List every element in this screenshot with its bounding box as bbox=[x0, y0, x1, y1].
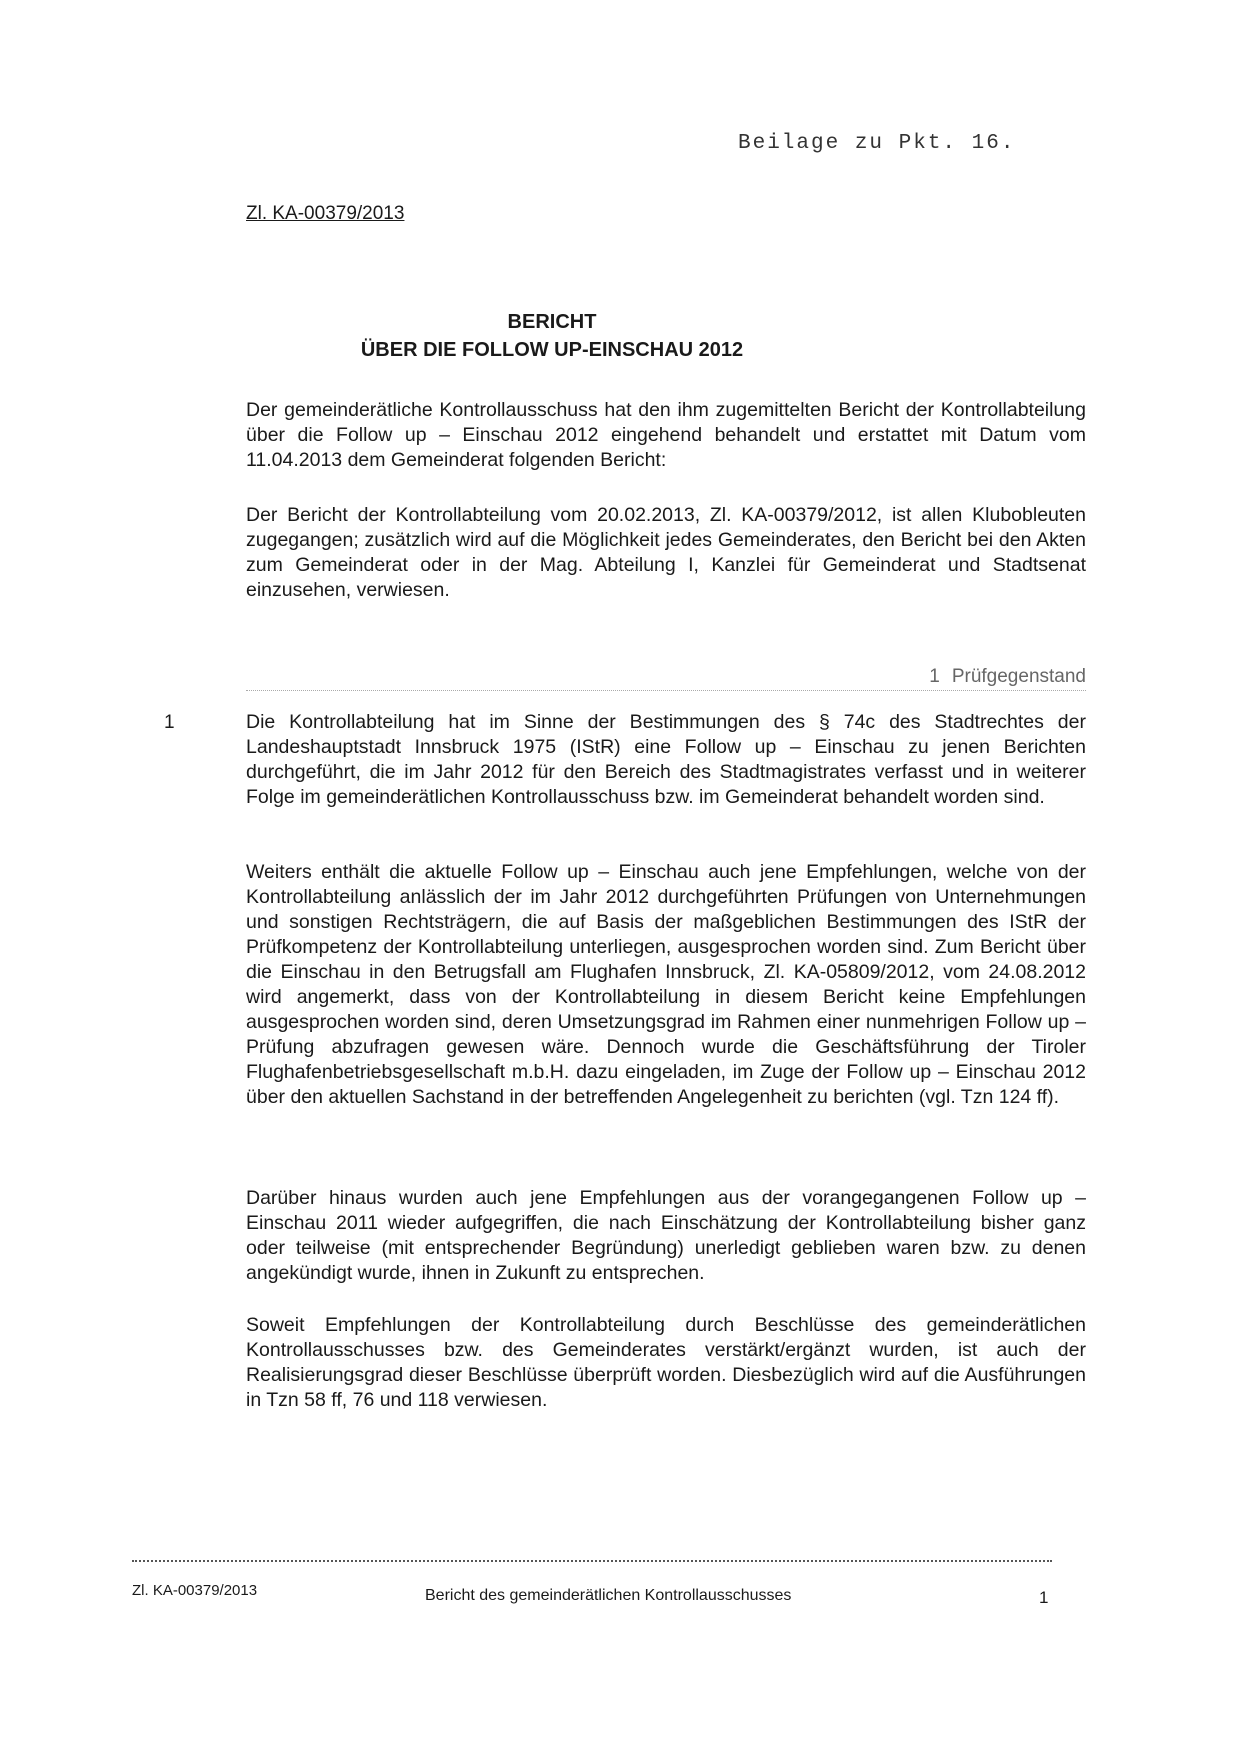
footer-divider bbox=[132, 1560, 1052, 1562]
reference-number: Zl. KA-00379/2013 bbox=[246, 203, 405, 224]
title-line-2: ÜBER DIE FOLLOW UP-EINSCHAU 2012 bbox=[360, 339, 744, 361]
section-title: Prüfgegenstand bbox=[951, 666, 1086, 687]
section-number: 1 bbox=[929, 666, 940, 687]
section-divider bbox=[246, 690, 1086, 691]
section-paragraph-4: Soweit Empfehlungen der Kontrollabteilung durch Beschlüsse des gemeinderätlichen Kontrollausschusses bzw. des Gemeinderates verstärkt/ergänzt wurden, ist auch der Realisierungsgrad dieser Beschlüsse überprüft worden. Diesbezüglich wird auf die Ausführungen in Tzn 58 ff, 76 und 118 verwiesen. bbox=[246, 1314, 1086, 1411]
section-heading bbox=[929, 666, 1086, 688]
intro-paragraph-2: Der Bericht der Kontrollabteilung vom 20.02.2013, Zl. KA-00379/2012, ist allen Klubobleuten zugegangen; zusätzlich wird auf die Möglichkeit jedes Gemeinderates, den Bericht bei den Akten zum Gemeinderat oder in der Mag. Abteilung I, Kanzlei für Gemeinderat und Stadtsenat einzusehen, verwiesen. bbox=[246, 504, 1086, 601]
section-paragraph-1: Die Kontrollabteilung hat im Sinne der Bestimmungen des § 74c des Stadtrechtes der Landeshauptstadt Innsbruck 1975 (IStR) eine Follow up – Einschau zu jenen Berichten durchgeführt, die im Jahr 2012 für den Bereich des Stadtmagistrates verfasst und in weiterer Folge im gemeinderätlichen Kontrollausschuss bzw. im Gemeinderat behandelt worden sind. bbox=[246, 711, 1086, 808]
margin-number: 1 bbox=[164, 712, 175, 733]
intro-paragraph-1: Der gemeinderätliche Kontrollausschuss hat den ihm zugemittelten Bericht der Kontrollabteilung über die Follow up – Einschau 2012 eingehend behandelt und erstattet mit Datum vom 11.04.2013 dem Gemeinderat folgenden Bericht: bbox=[246, 399, 1086, 471]
attachment-stamp: Beilage zu Pkt. 16. bbox=[738, 132, 1016, 155]
footer-title: Bericht des gemeinderätlichen Kontrollausschusses bbox=[425, 1587, 792, 1604]
section-paragraph-3: Darüber hinaus wurden auch jene Empfehlungen aus der vorangegangenen Follow up – Einschau 2011 wieder aufgegriffen, die nach Einschätzung der Kontrollabteilung bisher ganz oder teilweise (mit entsprechender Begründung) unerledigt geblieben waren bzw. zu denen angekündigt wurde, ihnen in Zukunft zu entsprechen. bbox=[246, 1187, 1086, 1284]
section-paragraph-2: Weiters enthält die aktuelle Follow up – Einschau auch jene Empfehlungen, welche von der Kontrollabteilung anlässlich der im Jahr 2012 durchgeführten Prüfungen von Unternehmungen und sonstigen Rechtsträgern, die auf Basis der maßgeblichen Bestimmungen des IStR der Prüfkompetenz der Kontrollabteilung unterliegen, ausgesprochen worden sind. Zum Bericht über die Einschau in den Betrugsfall am Flughafen Innsbruck, Zl. KA-05809/2012, vom 24.08.2012 wird angemerkt, dass von der Kontrollabteilung in diesem Bericht keine Empfehlungen ausgesprochen worden sind, deren Umsetzungsgrad im Rahmen einer nunmehrigen Follow up – Prüfung abzufragen gewesen wäre. Dennoch wurde die Geschäftsführung der Tiroler Flughafenbetriebsgesellschaft m.b.H. dazu eingeladen, im Zuge der Follow up – Einschau 2012 über den aktuellen Sachstand in der betreffenden Angelegenheit zu berichten (vgl. Tzn 124 ff). bbox=[246, 861, 1086, 1108]
title-line-1: BERICHT bbox=[507, 311, 597, 333]
document-title bbox=[246, 308, 858, 364]
footer-reference: Zl. KA-00379/2013 bbox=[132, 1582, 258, 1599]
page-number: 1 bbox=[1039, 1588, 1049, 1607]
